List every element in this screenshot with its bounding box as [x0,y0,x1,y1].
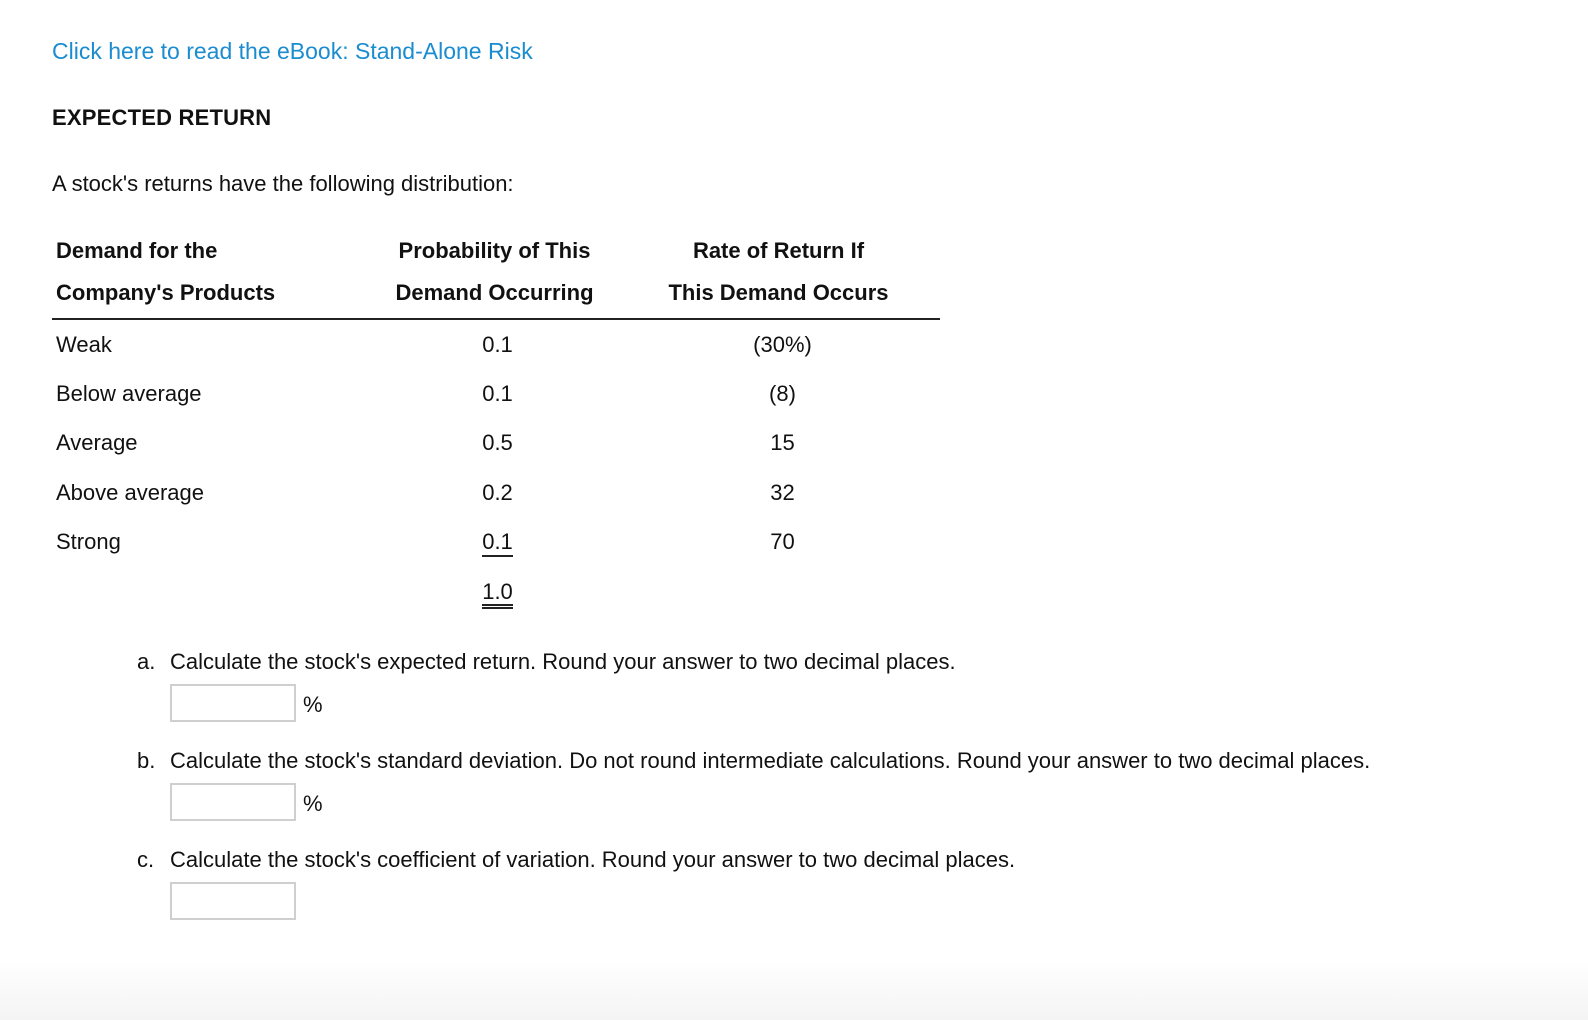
total-probability-cell [375,579,620,605]
probability-cell [375,529,620,555]
answer-b-line [170,781,1537,821]
table-header-row-2 [52,272,940,313]
table-row [52,419,940,468]
header-demand-line2: Company's Products [56,279,276,305]
question-b [137,744,1537,821]
ebook-link[interactable]: Click here to read the eBook: Stand-Alone Risk [52,38,533,64]
total-probability-value: 1.0 [482,579,513,609]
demand-cell: Below average [56,381,202,407]
probability-value-underlined: 0.1 [482,529,513,557]
answer-a-line [170,682,1537,722]
question-letter: c. [137,847,155,872]
distribution-table [52,230,940,616]
header-probability-line2: Demand Occurring [395,279,594,305]
return-cell: (30%) [753,331,812,357]
table-header-row-1 [52,230,940,272]
demand-cell: Weak [56,331,112,357]
expected-return-input[interactable] [170,684,296,722]
question-letter: b. [137,748,156,773]
table-row [52,518,940,567]
return-cell: 32 [770,479,795,505]
demand-cell: Strong [56,529,121,555]
answer-c-line [170,880,1537,920]
question-a [137,645,1537,722]
header-probability-line1: Probability of This [398,238,591,263]
table-total-row [52,567,940,616]
table-row [52,320,940,369]
question-letter: a. [137,649,156,674]
return-cell: 15 [770,430,795,456]
return-cell: (8) [769,381,796,407]
question-prompt: Calculate the stock's standard deviation. Do not round intermediate calculations. Round your answer to two decimal places. [170,748,1371,773]
standard-deviation-input[interactable] [170,783,296,821]
page-bottom-shade [0,960,1588,1020]
percent-unit: % [303,791,323,816]
question-b-text [137,744,1537,778]
probability-cell: 0.5 [482,430,513,456]
coefficient-of-variation-input[interactable] [170,882,296,920]
table-row [52,468,940,517]
question-prompt: Calculate the stock's expected return. Round your answer to two decimal places. [170,649,956,674]
header-return-line2: This Demand Occurs [668,279,889,305]
probability-cell: 0.1 [482,331,513,357]
section-heading: EXPECTED RETURN [52,105,272,130]
probability-cell: 0.2 [482,479,513,505]
percent-unit: % [303,692,323,717]
header-demand-line1: Demand for the [56,238,218,263]
question-c [137,843,1537,920]
question-c-text [137,843,1537,877]
demand-cell: Average [56,430,138,456]
questions-list [137,645,1537,920]
intro-text: A stock's returns have the following distribution: [52,171,514,196]
question-prompt: Calculate the stock's coefficient of variation. Round your answer to two decimal places. [170,847,1016,872]
table-row [52,369,940,418]
probability-cell: 0.1 [482,381,513,407]
header-return-line1: Rate of Return If [692,238,865,263]
return-cell: 70 [770,529,795,555]
question-a-text [137,645,1537,679]
demand-cell: Above average [56,479,204,505]
